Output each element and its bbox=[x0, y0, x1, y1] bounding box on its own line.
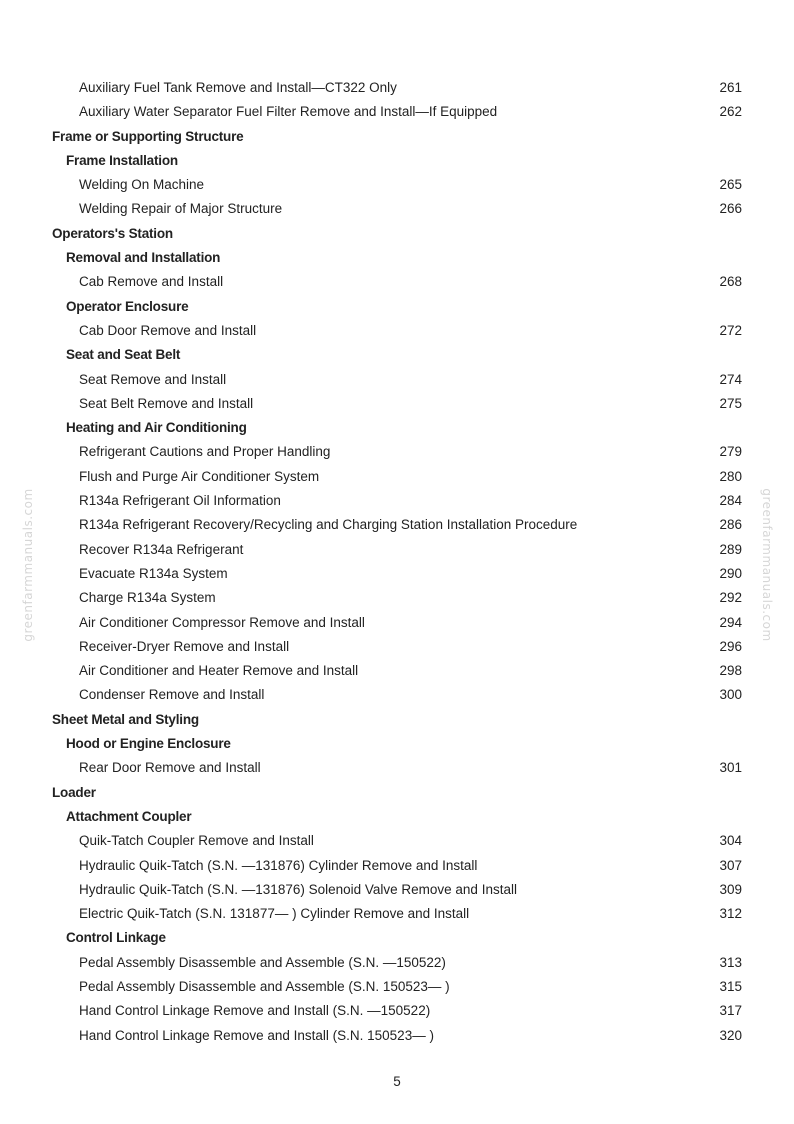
toc-entry-title: Receiver-Dryer Remove and Install bbox=[79, 638, 290, 654]
toc-entry[interactable] bbox=[52, 319, 742, 343]
toc-entry-page: 312 bbox=[719, 906, 742, 922]
toc-entry-title: Recover R134a Refrigerant bbox=[79, 541, 244, 557]
toc-subsection-heading bbox=[52, 416, 742, 440]
toc-entry-page: 275 bbox=[719, 395, 742, 411]
toc-section-heading bbox=[52, 781, 742, 805]
toc-entry[interactable] bbox=[52, 270, 742, 294]
toc-entry-title: Evacuate R134a System bbox=[79, 565, 228, 581]
toc-entry-page: 300 bbox=[719, 687, 742, 703]
toc-entry[interactable] bbox=[52, 611, 742, 635]
toc-entry-title: Electric Quik-Tatch (S.N. 131877— ) Cylinder Remove and Install bbox=[79, 906, 470, 922]
table-of-contents bbox=[52, 76, 742, 1048]
toc-entry[interactable] bbox=[52, 562, 742, 586]
toc-entry[interactable] bbox=[52, 951, 742, 975]
toc-entry-page: 280 bbox=[719, 468, 742, 484]
toc-entry-page: 274 bbox=[719, 371, 742, 387]
toc-entry-title: Hand Control Linkage Remove and Install (S.N. 150523— ) bbox=[79, 1027, 434, 1043]
toc-entry-page: 265 bbox=[719, 177, 742, 193]
toc-entry-page: 309 bbox=[719, 881, 742, 897]
toc-entry-title: Air Conditioner Compressor Remove and Install bbox=[79, 614, 365, 630]
toc-entry-page: 289 bbox=[719, 541, 742, 557]
toc-entry-page: 284 bbox=[719, 493, 742, 509]
toc-entry[interactable] bbox=[52, 100, 742, 124]
toc-entry[interactable] bbox=[52, 878, 742, 902]
toc-entry-title: Cab Door Remove and Install bbox=[79, 322, 257, 338]
toc-entry[interactable] bbox=[52, 635, 742, 659]
toc-entry-page: 268 bbox=[719, 274, 742, 290]
toc-entry[interactable] bbox=[52, 392, 742, 416]
toc-entry-page: 301 bbox=[719, 760, 742, 776]
toc-subsection-heading bbox=[52, 343, 742, 367]
toc-entry-page: 290 bbox=[719, 565, 742, 581]
toc-entry-title: Frame Installation bbox=[66, 152, 178, 168]
toc-entry[interactable] bbox=[52, 683, 742, 707]
toc-entry-title: Auxiliary Water Separator Fuel Filter Remove and Install—If Equipped bbox=[79, 104, 498, 120]
toc-section-heading bbox=[52, 125, 742, 149]
toc-entry[interactable] bbox=[52, 756, 742, 780]
toc-entry-title: Hydraulic Quik-Tatch (S.N. —131876) Solenoid Valve Remove and Install bbox=[79, 881, 517, 897]
toc-subsection-heading bbox=[52, 295, 742, 319]
toc-entry-title: Frame or Supporting Structure bbox=[52, 128, 244, 144]
toc-entry[interactable] bbox=[52, 1024, 742, 1048]
toc-entry[interactable] bbox=[52, 829, 742, 853]
toc-entry[interactable] bbox=[52, 975, 742, 999]
toc-entry-title: Flush and Purge Air Conditioner System bbox=[79, 468, 320, 484]
toc-entry-page: 317 bbox=[719, 1003, 742, 1019]
toc-entry[interactable] bbox=[52, 538, 742, 562]
watermark-left: greenfarmmanuals.com bbox=[21, 488, 35, 642]
toc-entry-title: Rear Door Remove and Install bbox=[79, 760, 261, 776]
toc-entry-title: Hood or Engine Enclosure bbox=[66, 736, 231, 752]
toc-entry-page: 296 bbox=[719, 638, 742, 654]
toc-entry-title: Hand Control Linkage Remove and Install (S.N. —150522) bbox=[79, 1003, 431, 1019]
page-number: 5 bbox=[393, 1074, 401, 1089]
toc-section-heading bbox=[52, 708, 742, 732]
toc-entry-page: 279 bbox=[719, 444, 742, 460]
toc-entry-title: Cab Remove and Install bbox=[79, 274, 224, 290]
toc-entry-title: Seat Belt Remove and Install bbox=[79, 395, 254, 411]
toc-entry[interactable] bbox=[52, 513, 742, 537]
toc-entry-title: Auxiliary Fuel Tank Remove and Install—CT322 Only bbox=[79, 80, 397, 95]
toc-entry-title: Operator Enclosure bbox=[66, 298, 189, 314]
toc-entry-title: Hydraulic Quik-Tatch (S.N. —131876) Cylinder Remove and Install bbox=[79, 857, 478, 873]
toc-entry-title: Control Linkage bbox=[66, 930, 166, 946]
toc-entry-page: 286 bbox=[719, 517, 742, 533]
toc-entry[interactable] bbox=[52, 368, 742, 392]
toc-entry-title: Removal and Installation bbox=[66, 250, 221, 266]
toc-entry-title: R134a Refrigerant Oil Information bbox=[79, 493, 281, 509]
toc-entry-title: Pedal Assembly Disassemble and Assemble (S.N. 150523— ) bbox=[79, 978, 450, 994]
toc-entry-page: 315 bbox=[719, 978, 742, 994]
toc-entry[interactable] bbox=[52, 854, 742, 878]
toc-entry-title: Pedal Assembly Disassemble and Assemble (S.N. —150522) bbox=[79, 954, 446, 970]
toc-entry-page: 320 bbox=[719, 1027, 742, 1043]
toc-entry-page: 261 bbox=[719, 80, 742, 95]
toc-entry[interactable] bbox=[52, 465, 742, 489]
toc-entry-page: 304 bbox=[719, 833, 742, 849]
toc-entry-title: Loader bbox=[52, 784, 96, 800]
toc-entry[interactable] bbox=[52, 902, 742, 926]
toc-entry-title: Attachment Coupler bbox=[66, 808, 192, 824]
watermark-right: greenfarmmanuals.com bbox=[760, 488, 774, 642]
toc-entry-title: Heating and Air Conditioning bbox=[66, 420, 247, 436]
toc-entry[interactable] bbox=[52, 440, 742, 464]
toc-entry-title: Air Conditioner and Heater Remove and Install bbox=[79, 663, 359, 679]
toc-entry-title: Seat and Seat Belt bbox=[66, 347, 181, 363]
toc-entry-title: Charge R134a System bbox=[79, 590, 216, 606]
toc-entry[interactable] bbox=[52, 76, 742, 100]
toc-section-heading bbox=[52, 222, 742, 246]
toc-entry[interactable] bbox=[52, 586, 742, 610]
toc-subsection-heading bbox=[52, 246, 742, 270]
toc-subsection-heading bbox=[52, 926, 742, 950]
toc-entry-title: Seat Remove and Install bbox=[79, 371, 227, 387]
toc-entry-title: Quik-Tatch Coupler Remove and Install bbox=[79, 833, 314, 849]
toc-subsection-heading bbox=[52, 732, 742, 756]
toc-entry[interactable] bbox=[52, 173, 742, 197]
toc-entry-title: Welding On Machine bbox=[79, 177, 205, 193]
toc-entry[interactable] bbox=[52, 659, 742, 683]
toc-entry-title: Condenser Remove and Install bbox=[79, 687, 265, 703]
toc-entry-title: Welding Repair of Major Structure bbox=[79, 201, 283, 217]
toc-entry-title: Refrigerant Cautions and Proper Handling bbox=[79, 444, 331, 460]
toc-subsection-heading bbox=[52, 149, 742, 173]
toc-subsection-heading bbox=[52, 805, 742, 829]
toc-entry[interactable] bbox=[52, 489, 742, 513]
toc-entry-page: 266 bbox=[719, 201, 742, 217]
toc-entry-page: 292 bbox=[719, 590, 742, 606]
toc-entry[interactable] bbox=[52, 197, 742, 221]
toc-entry-page: 294 bbox=[719, 614, 742, 630]
toc-entry-title: R134a Refrigerant Recovery/Recycling and Charging Station Installation Procedure bbox=[79, 517, 578, 533]
toc-entry-page: 307 bbox=[719, 857, 742, 873]
toc-entry-page: 262 bbox=[719, 104, 742, 120]
toc-entry-page: 313 bbox=[719, 954, 742, 970]
toc-entry-page: 272 bbox=[719, 322, 742, 338]
toc-entry[interactable] bbox=[52, 999, 742, 1023]
toc-entry-title: Operators's Station bbox=[52, 225, 173, 241]
toc-entry-page: 298 bbox=[719, 663, 742, 679]
toc-entry-title: Sheet Metal and Styling bbox=[52, 711, 199, 727]
